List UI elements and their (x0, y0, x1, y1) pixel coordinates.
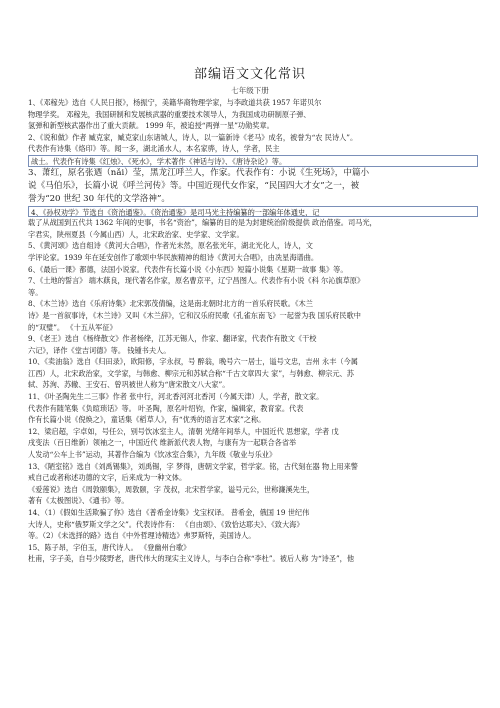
text-line: 5、《黄河颂》选自组诗《黄河大合唱》，作者光未然，原名张光年，湖北光化人，诗人，文 (28, 241, 313, 251)
text-line: 载了从战国到五代共 1362 年间的史事，书名“资治”，编纂的目的是为封建统治阶级提供 政治借鉴。司马光， (28, 218, 377, 228)
text-line: 戌变法（百日维新）领袖之一，中国近代 维新派代表人物，与康有为一起联合各省举 (28, 438, 297, 448)
text-line: 15、陈子昂，字伯玉，唐代诗人。 《登幽州台歌》 (28, 542, 191, 552)
text-line: 8、《木兰诗》选自《乐府诗集》北宋郭茂倩编，这是南北朝时北方的一首乐府民歌。《木兰 (28, 299, 313, 309)
text-line: 代表作有随笔集《负暄琐话》等。 叶圣陶，原名叶绍钧，作家，编辑家，教育家。代表 (28, 403, 304, 413)
text-line: 氢弹和新型核武器作出了重大贡献。 1999 年，被追授“两弹一星”功勋奖章。 (28, 121, 274, 131)
text-line: 等。（2）《未选择的路》选自《中外哲理诗精选》弗罗斯特，美国诗人。 (28, 531, 256, 541)
text-line: 9、《老王》选自《杨绛散文》作者杨绛，江苏无锡人，作家、翻译家，代表作有散文《干校 (28, 334, 317, 344)
text-line: 说《马伯乐》，长篇小说《呼兰河传》等。中国近现代女作家，“民国四大才女”之一，被 (28, 180, 360, 191)
text-line: 《爱莲说》选自《周敦颐集》，周敦颐，字 茂叔，北宋哲学家，谥号元公，世称濂溪先生， (28, 484, 315, 494)
text-line: 物理学奖。 邓稼先，我国研制和发展核武器的重要技术领导人，为我国成功研制原子弹、 (28, 109, 311, 119)
text-line: 著有《太极图说》、《通书》等。 (28, 496, 129, 506)
highlighted-line: 战士。代表作有诗集《红烛》、《死水》，学术著作《神话与诗》、《唐诗杂论》等。 (28, 155, 478, 167)
text-line: 学评论家。1939 年在延安创作了歌颂中华民族精神的组诗《黄河大合唱》，由冼星海谱曲。 (28, 252, 319, 262)
text-line: 2、《说和做》作者 臧克家，臧克家山东诸城人，诗人，以一篇新诗《老马》成名，被誉为“农 民诗人”。 (28, 132, 358, 142)
text-line: 11、《叶圣陶先生二三事》作者 张中行，河北香河河北香河（今属天津）人，学者，散文家。 (28, 392, 324, 402)
text-line: 誉为“20 世纪 30 年代的文学洛神”。 (28, 193, 170, 204)
page-title: 部编语文文化常识 (193, 67, 306, 82)
text-line: 戒自己或者称述功德的文字，后来成为一种文体。 (28, 473, 187, 483)
text-line: 13、《陋室铭》选自《刘禹锡集》，刘禹锡，字 梦得，唐朝文学家，哲学家。铭，古代刻在器 物上用来警 (28, 461, 358, 471)
text-line: 诗》是一首叙事诗，《木兰诗》又叫《木兰辞》，它和汉乐府民歌《孔雀东南飞》一起誉为我 国乐府民歌中 (28, 310, 361, 320)
text-line: 等。 (28, 287, 43, 297)
text-line: 人发动“公车上书”运动，其著作合编为《饮冰室合集》，九年级《敬业与乐业》 (28, 450, 277, 460)
text-line: 大诗人，史称“俄罗斯文学之父”。代表诗作有： 《自由颂》、《致恰达耶夫》、《致大海》 (28, 519, 304, 529)
text-line: 7、《土地的誓言》 端木蕻良，现代著名作家，原名曹京平，辽宁昌图人。代表作有小说《科 尔沁旗草原》 (28, 276, 365, 286)
text-line: 12、梁启超，字卓如，号任公，别号饮冰室主人，清朝 光绪年间举人，中国近代 思想家，学者 戊 (28, 426, 339, 436)
page-subtitle: 七年级下册 (231, 86, 269, 95)
text-line: 字君实，陕州夏县（今属山西）人，北宋政治家、史学家、文学家。 (28, 229, 244, 239)
body-text (28, 97, 478, 565)
text-line: 10、《卖油翁》选自《归田录》，欧阳修，字永叔，号 醉翁，晚号六一居士，谥号文忠，吉州 永丰（今属 (28, 357, 358, 367)
text-line: 1、《邓稼先》选自《人民日报》，杨振宁，美籍华裔物理学家，与李政道共获 1957 年诺贝尔 (28, 98, 322, 107)
text-line: 3、萧红，原名张迺（nǎi）莹，黑龙江呼兰人，作家。代表作有：小说《生死场》，中篇小 (28, 167, 370, 178)
text-line: 的“双璧”。 《十五从军征》 (28, 322, 117, 332)
highlighted-line: 4、《孙权劝学》节选自《资治通鉴》。《资治通鉴》是司马光主持编纂的一部编年体通史，记 (28, 206, 478, 218)
text-line: 轼、苏洵、苏辙、王安石、曾巩被世人称为“唐宋散文八大家”。 (28, 380, 230, 390)
text-line: 杜甫，字子美，自号少陵野老，唐代伟大的现实主义诗人，与李白合称“李杜”。被后人称 为“诗圣”，他 (28, 554, 355, 564)
text-line: 6、《最后一课》都德，法国小说家。代表作有长篇小说《小东西》短篇小说集《星期一故事 集》等。 (28, 264, 348, 274)
text-line: 14、（1）《假如生活欺骗了你》选自《普希金诗集》戈宝权译。 普希金，俄国 19 世纪伟 (28, 508, 310, 517)
text-line: 作有长篇小说《倪焕之》，童话集《稻草人》，有“优秀的语言艺术家”之称。 (28, 415, 266, 425)
text-line: 代表作有诗集《烙印》等。闻一多，湖北浠水人，本名家骅，诗人，学者，民主 (28, 144, 280, 154)
text-line: 江西）人，北宋政治家，文学家，与韩愈、柳宗元和苏轼合称“千古文章四大 家”，与韩愈、柳宗元、苏 (28, 368, 354, 378)
text-line: 六记》，译作《堂吉诃德》等。 钱锺书夫人。 (28, 345, 171, 355)
